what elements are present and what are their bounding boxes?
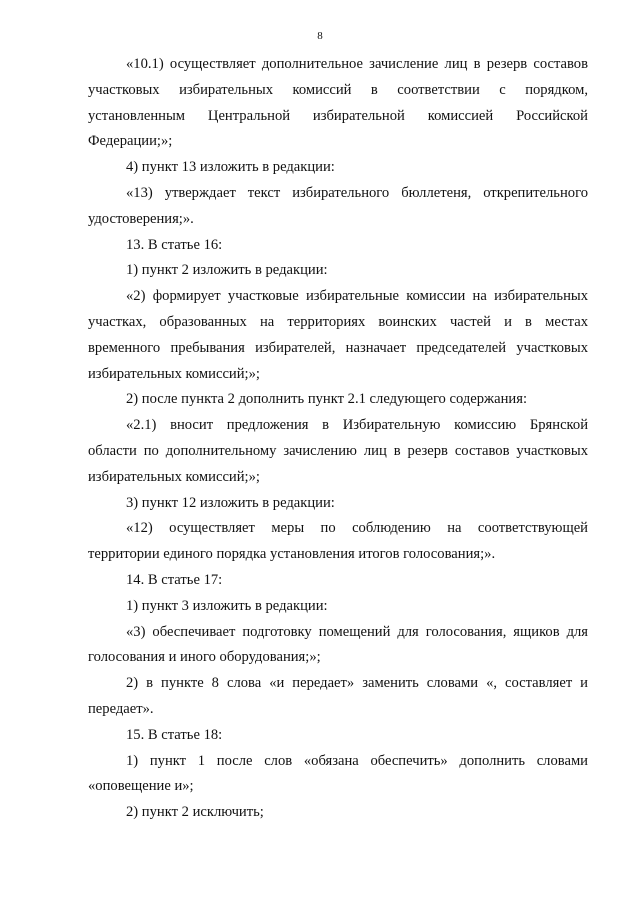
text-line: избирательных комиссий;»;	[88, 468, 260, 485]
text-line: области по дополнительному зачислению лиц в резерв составов участковых	[88, 442, 588, 459]
text-line: 1) пункт 2 изложить в редакции:	[126, 262, 328, 279]
text-line: 2) после пункта 2 дополнить пункт 2.1 следующего содержания:	[126, 391, 528, 408]
text-line: удостоверения;».	[88, 210, 194, 227]
text-line: временного пребывания избирателей, назначает председателей участковых	[88, 339, 588, 356]
text-line: передает».	[88, 700, 154, 717]
text-line: «13) утверждает текст избирательного бюллетеня, открепительного	[126, 184, 588, 201]
section-heading: 14. В статье 17:	[126, 571, 223, 588]
text-line: Федерации;»;	[88, 133, 173, 150]
page-number: 8	[317, 30, 323, 42]
text-line: «12) осуществляет меры по соблюдению на соответствующей	[126, 520, 588, 537]
text-line: «10.1) осуществляет дополнительное зачисление лиц в резерв составов	[126, 56, 588, 72]
section-heading: 15. В статье 18:	[126, 726, 223, 743]
document-body	[88, 52, 588, 826]
section-heading: 13. В статье 16:	[126, 236, 223, 253]
text-line: 2) в пункте 8 слова «и передает» заменить словами «, составляет и	[126, 675, 588, 692]
text-line: 4) пункт 13 изложить в редакции:	[126, 159, 335, 176]
text-line: 2) пункт 2 исключить;	[126, 804, 264, 821]
text-line: 3) пункт 12 изложить в редакции:	[126, 494, 335, 511]
text-line: 1) пункт 1 после слов «обязана обеспечить» дополнить словами	[126, 752, 588, 769]
text-line: 1) пункт 3 изложить в редакции:	[126, 597, 328, 614]
text-line: участковых избирательных комиссий в соответствии с порядком,	[88, 81, 588, 98]
text-line: «2.1) вносит предложения в Избирательную комиссию Брянской	[126, 417, 588, 434]
text-line: «3) обеспечивает подготовку помещений для голосования, ящиков для	[126, 623, 588, 640]
text-line: установленным Центральной избирательной комиссией Российской	[88, 107, 588, 124]
text-line: «оповещение и»;	[88, 778, 194, 795]
text-line: территории единого порядка установления итогов голосования;».	[88, 546, 496, 563]
text-line: избирательных комиссий;»;	[88, 365, 260, 382]
text-line: «2) формирует участковые избирательные комиссии на избирательных	[126, 288, 588, 305]
text-line: голосования и иного оборудования;»;	[88, 649, 321, 666]
text-line: участках, образованных на территориях воинских частей и в местах	[88, 313, 588, 330]
